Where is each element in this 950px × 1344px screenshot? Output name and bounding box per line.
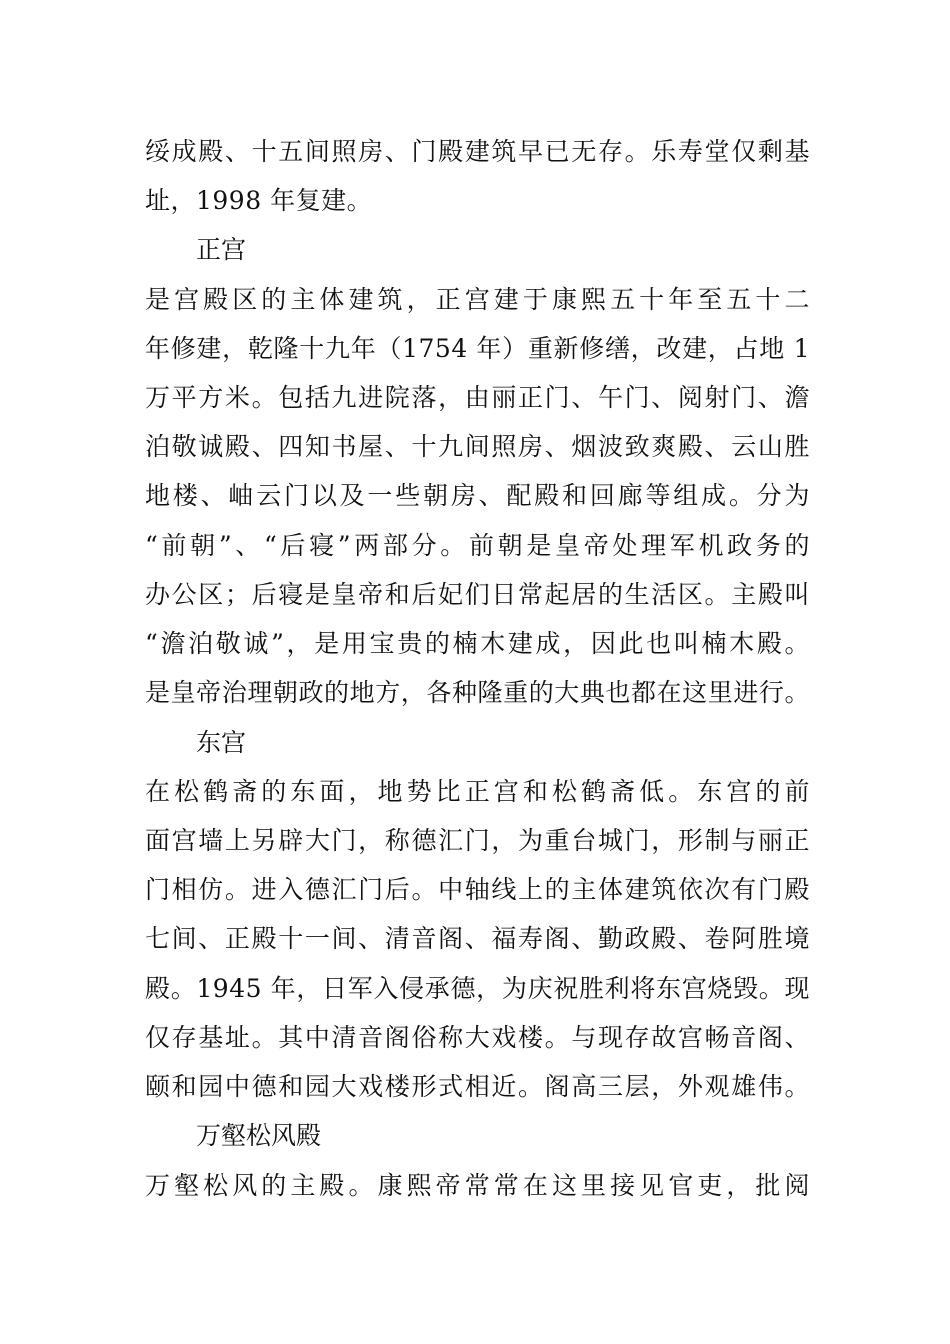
paragraph-line: 办公区；后寝是皇帝和后妃们日常起居的生活区。主殿叫	[145, 580, 810, 609]
paragraph-line: “前朝”、“后寝”两部分。前朝是皇帝处理军机政务的	[145, 531, 810, 560]
paragraph-line: 在松鹤斋的东面，地势比正宫和松鹤斋低。东宫的前	[145, 777, 810, 806]
paragraph-line: 殿。1945 年，日军入侵承德，为庆祝胜利将东宫烧毁。现	[145, 974, 810, 1003]
paragraph-line: 址，1998 年复建。	[145, 186, 373, 215]
paragraph-line: 年修建，乾隆十九年（1754 年）重新修缮，改建，占地 1	[145, 334, 810, 363]
paragraph-line: 绥成殿、十五间照房、门殿建筑早已无存。乐寿堂仅剩基	[145, 137, 810, 166]
paragraph-line: 是皇帝治理朝政的地方，各种隆重的大典也都在这里进行。	[145, 678, 810, 707]
paragraph-line: 是宫殿区的主体建筑，正宫建于康熙五十年至五十二	[145, 285, 810, 314]
paragraph-line: 颐和园中德和园大戏楼形式相近。阁高三层，外观雄伟。	[145, 1072, 810, 1101]
paragraph-line: 泊敬诚殿、四知书屋、十九间照房、烟波致爽殿、云山胜	[145, 432, 810, 461]
paragraph-line: 门相仿。进入德汇门后。中轴线上的主体建筑依次有门殿	[145, 875, 810, 904]
section-heading: 万壑松风殿	[196, 1121, 322, 1150]
paragraph-line: 地楼、岫云门以及一些朝房、配殿和回廊等组成。分为	[145, 481, 810, 510]
paragraph-line: 万平方米。包括九进院落，由丽正门、午门、阅射门、澹	[145, 383, 810, 412]
section-heading: 东宫	[196, 728, 247, 757]
paragraph-line: 万壑松风的主殿。康熙帝常常在这里接见官吏，批阅	[145, 1171, 810, 1200]
paragraph-line: “澹泊敬诚”，是用宝贵的楠木建成，因此也叫楠木殿。	[145, 629, 810, 658]
section-heading: 正宫	[196, 235, 247, 264]
paragraph-line: 面宫墙上另辟大门，称德汇门，为重台城门，形制与丽正	[145, 826, 810, 855]
paragraph-line: 七间、正殿十一间、清音阁、福寿阁、勤政殿、卷阿胜境	[145, 924, 810, 953]
paragraph-line: 仅存基址。其中清音阁俗称大戏楼。与现存故宫畅音阁、	[145, 1023, 810, 1052]
